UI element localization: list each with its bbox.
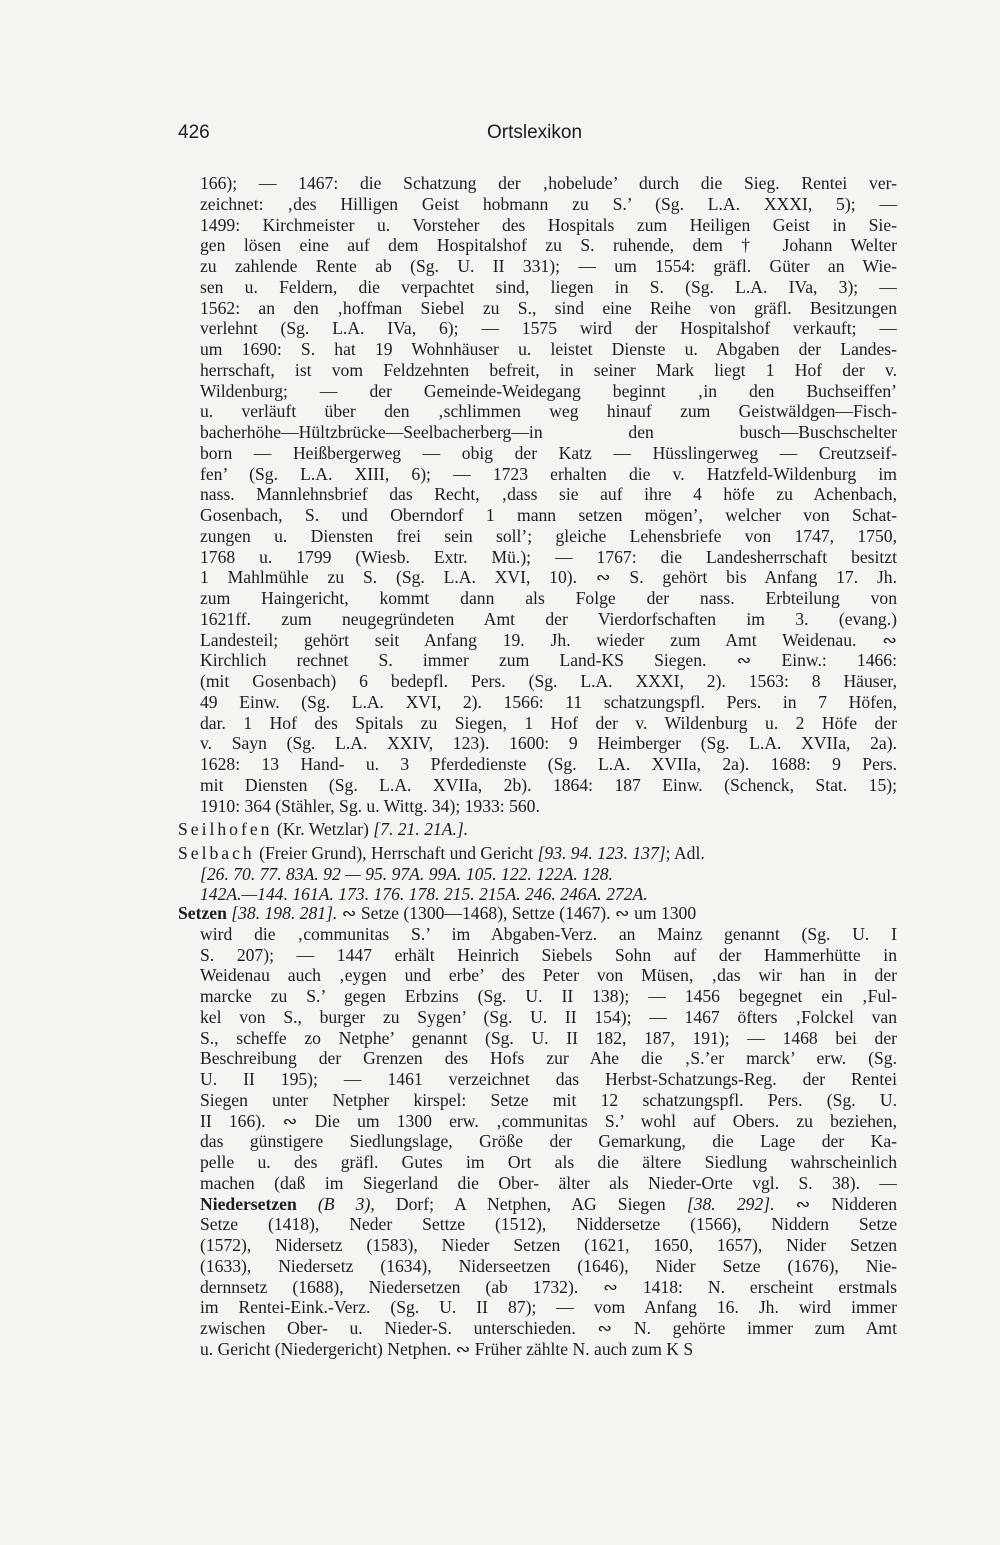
entry-line: [26. 70. 77. 83A. 92 — 95. 97A. 99A. 105. 122. 122A. 128.: [200, 863, 613, 884]
text-line: 1499: Kirchmeister u. Vorsteher des Hospitals zum Heiligen Geist in Sie-: [200, 214, 897, 235]
text-line: bacherhöhe—Hültzbrücke—Seelbacherberg—in den busch—Buschschelter: [200, 422, 897, 442]
entry-text: ; Adl.: [665, 842, 705, 863]
text-line: 1768 u. 1799 (Wiesb. Extr. Mü.); — 1767: die Landesherrschaft besitzt: [200, 546, 897, 567]
text-line: (1633), Niedersetz (1634), Niderseetzen (1646), Nider Setze (1676), Nie-: [200, 1255, 897, 1276]
text-line: S., scheffe zo Netphe’ genannt (Sg. U. II 182, 187, 191); — 1468 bei der: [200, 1027, 897, 1048]
text-line: Kirchlich rechnet S. immer zum Land-KS Siegen. ∾ Einw.: 1466:: [200, 650, 897, 671]
entry-text: (Kr. Wetzlar): [272, 819, 374, 839]
text-line: Wildenburg; — der Gemeinde-Weidegang beginnt ‚in den Buchseiffen’: [200, 380, 897, 401]
entry-line: [178, 843, 897, 864]
entry-continuation: [200, 173, 897, 816]
text-line: pelle u. des gräfl. Gutes im Ort als die ältere Siedlung wahrscheinlich: [200, 1152, 897, 1172]
entry-refs: [7. 21. 21A.].: [373, 819, 469, 839]
text-line: nass. Mannlehnsbrief das Recht, ‚dass sie auf ihre 4 höfe zu Achenbach,: [200, 484, 897, 505]
text-line: U. II 195); — 1461 verzeichnet das Herbst-Schatzungs-Reg. der Rentei: [200, 1069, 897, 1089]
text-line: u. Gericht (Niedergericht) Netphen. ∾ Früher zählte N. auch zum K S: [200, 1338, 694, 1359]
text-line: um 1690: S. hat 19 Wohnhäuser u. leistet Dienste u. Abgaben der Landes-: [200, 339, 897, 359]
subentry-ref: (B 3): [296, 1193, 371, 1214]
text-line: zungen u. Diensten frei sein soll’; gleiche Lehensbriefe von 1747, 1750,: [200, 525, 897, 546]
text-line: 1562: an den ‚hoffman Siebel zu S., sind eine Reihe von gräfl. Besitzungen: [200, 297, 897, 318]
text-line: II 166). ∾ Die um 1300 erw. ‚communitas S.’ wohl auf Obers. zu beziehen,: [200, 1110, 897, 1131]
text-line: machen (daß im Siegerland die Ober- älter als Nieder-Orte vgl. S. 38). —: [200, 1172, 897, 1193]
entry-text: (Freier Grund), Herrschaft und Gericht: [254, 842, 538, 863]
text-line: 1628: 13 Hand- u. 3 Pferdedienste (Sg. L.A. XVIIa, 2a). 1688: 9 Pers.: [200, 754, 897, 774]
running-title: Ortslexikon: [487, 122, 583, 143]
text-line: das günstigere Siedlungslage, Größe der Gemarkung, die Lage der Ka-: [200, 1131, 897, 1152]
text-line: Gosenbach, S. und Oberndorf 1 mann setzen mögen’, welcher von Schat-: [200, 505, 897, 525]
text-line: dar. 1 Hof des Spitals zu Siegen, 1 Hof der v. Wildenburg u. 2 Höfe der: [200, 712, 897, 733]
text-line: mit Diensten (Sg. L.A. XVIIa, 2b). 1864: 187 Einw. (Schenck, Stat. 15);: [200, 774, 897, 795]
text-line: sen u. Feldern, die verpachtet sind, liegen in S. (Sg. L.A. IVa, 3); —: [200, 276, 897, 297]
text-line: dernnsetz (1688), Niedersetzen (ab 1732). ∾ 1418: N. erscheint erstmals: [200, 1276, 897, 1297]
text-line: (1572), Nidersetz (1583), Nieder Setzen (1621, 1650, 1657), Nider Setzen: [200, 1235, 897, 1255]
text-line: im Rentei-Eink.-Verz. (Sg. U. II 87); — vom Anfang 16. Jh. wird immer: [200, 1297, 897, 1318]
text-line: v. Sayn (Sg. L.A. XXIV, 123). 1600: 9 Heimberger (Sg. L.A. XVIIa, 2a).: [200, 733, 897, 754]
text-line: verlehnt (Sg. L.A. IVa, 6); — 1575 wird der Hospitalshof verkauft; —: [200, 318, 897, 339]
text-line: Beschreibung der Grenzen des Hofs zur Ahe die ‚S.’er marck’ erw. (Sg.: [200, 1048, 897, 1069]
text-line: wird die ‚communitas S.’ im Abgaben-Verz. an Mainz genannt (Sg. U. I: [200, 923, 897, 944]
text-line: 1621ff. zum neugegründeten Amt der Vierdorfschaften im 3. (evang.): [200, 608, 897, 629]
text-line: 166); — 1467: die Schatzung der ‚hobelude’ durch die Sieg. Rentei ver-: [200, 173, 897, 193]
text-line: gen lösen eine auf dem Hospitalshof zu S. ruhende, dem † Johann Welter: [200, 235, 897, 256]
text-line: fen’ (Sg. L.A. XIII, 6); — 1723 erhalten die v. Hatzfeld-Wildenburg im: [200, 463, 897, 484]
text-line: zwischen Ober- u. Nieder-S. unterschieden. ∾ N. gehörte immer zum Amt: [200, 1318, 897, 1338]
text-line: u. verläuft über den ‚schlimmen weg hinauf zum Geistwäldgen—Fisch-: [200, 401, 897, 422]
text-line: herrschaft, ist vom Feldzehnten befreit, in seiner Mark liegt 1 Hof der v.: [200, 359, 897, 380]
entry-line: [200, 1194, 897, 1215]
text-line: kel von S., burger zu Sygen’ (Sg. U. II 154); — 1467 öfters ‚Folckel van: [200, 1006, 897, 1027]
entry-text: ∾ Setze (1300—1468), Settze (1467). ∾ um 1300: [337, 903, 697, 923]
text-line: Setze (1418), Neder Settze (1512), Niddersetze (1566), Niddern Setze: [200, 1214, 897, 1235]
text-line: 49 Einw. (Sg. L.A. XVI, 2). 1566: 11 schatzungspfl. Pers. in 7 Höfen,: [200, 691, 897, 712]
entry-line: [178, 903, 897, 924]
text-line: 1 Mahlmühle zu S. (Sg. L.A. XVI, 10). ∾ S. gehört bis Anfang 17. Jh.: [200, 567, 897, 588]
entry-name: Seilhofen: [178, 819, 273, 839]
entry-setzen: [178, 903, 897, 1360]
text-line: Landesteil; gehört seit Anfang 19. Jh. wieder zum Amt Weidenau. ∾: [200, 629, 897, 650]
entry-name: Setzen: [178, 903, 227, 923]
entry-refs: [38. 292].: [686, 1193, 775, 1214]
text-line: S. 207); — 1447 erhält Heinrich Siebels Sohn auf der Hammerhütte in: [200, 944, 897, 965]
text-line: zu zahlende Rente ab (Sg. U. II 331); — um 1554: gräfl. Güter an Wie-: [200, 256, 897, 276]
text-line: zum Haingericht, kommt dann als Folge der nass. Erbteilung von: [200, 588, 897, 608]
text-line: 1910: 364 (Stähler, Sg. u. Wittg. 34); 1933: 560.: [200, 795, 540, 816]
page-number: 426: [178, 122, 210, 143]
entry-refs: [93. 94. 123. 137]: [537, 842, 666, 863]
entry-name: Selbach: [178, 842, 255, 863]
text-line: zeichnet: ‚des Hilligen Geist hobmann zu S.’ (Sg. L.A. XXXI, 5); —: [200, 193, 897, 214]
entry-text: ∾ Nidderen: [774, 1193, 897, 1214]
entry-text: , Dorf; A Netphen, AG Siegen: [370, 1193, 687, 1214]
entry-line: 142A.—144. 161A. 173. 176. 178. 215. 215A. 246. 246A. 272A.: [200, 884, 648, 905]
text-line: Weidenau auch ‚eygen und erbe’ des Peter von Müsen, ‚das wir han in der: [200, 965, 897, 986]
page-header: [178, 122, 898, 152]
entry-refs: [38. 198. 281].: [226, 903, 338, 923]
entry-selbach: [178, 817, 897, 905]
text-line: marcke zu S.’ gegen Erbzins (Sg. U. II 138); — 1456 begegnet ein ‚Ful-: [200, 986, 897, 1006]
text-line: Siegen unter Netpher kirspel: Setze mit 12 schatzungspfl. Pers. (Sg. U.: [200, 1089, 897, 1110]
text-line: (mit Gosenbach) 6 bedepfl. Pers. (Sg. L.A. XXXI, 2). 1563: 8 Häuser,: [200, 671, 897, 691]
text-line: born — Heißbergerweg — obig der Katz — Hüsslingerweg — Creutzseif-: [200, 442, 897, 463]
subentry-name: Niedersetzen: [200, 1193, 297, 1214]
